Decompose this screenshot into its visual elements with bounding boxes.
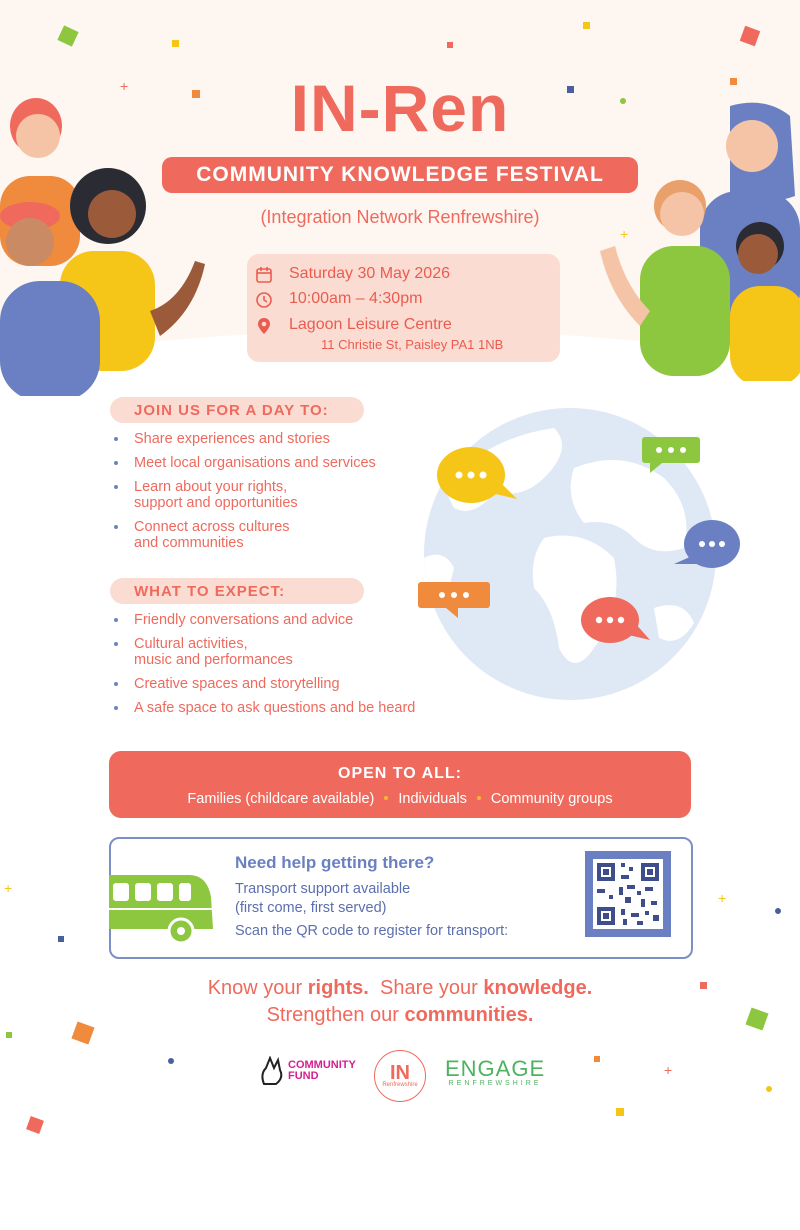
qr-code-pattern [585, 851, 671, 937]
join-heading: JOIN US FOR A DAY TO: [110, 397, 364, 423]
list-item: Friendly conversations and advice [108, 612, 468, 628]
festival-subtitle: COMMUNITY KNOWLEDGE FESTIVAL [162, 157, 638, 193]
event-info-box [247, 254, 560, 362]
expect-list [108, 612, 468, 724]
expect-heading: WHAT TO EXPECT: [110, 578, 364, 604]
calendar-icon [255, 266, 273, 284]
event-venue-row [289, 316, 452, 334]
speech-bubble-icon [672, 518, 742, 572]
audience-item: Community groups [490, 791, 613, 807]
partner-logos [0, 1052, 800, 1102]
list-item: Connect across cultures and communities [108, 519, 438, 551]
list-item: Meet local organisations and services [108, 455, 438, 471]
slogan-line-1: Know your rights. Share your knowledge. [207, 977, 593, 999]
community-fund-logo: COMMUNITY FUND [258, 1056, 356, 1086]
event-date: Saturday 30 May 2026 [289, 265, 450, 282]
event-date-row [289, 265, 450, 283]
transport-heading: Need help getting there? [235, 853, 435, 872]
qr-code[interactable] [585, 851, 671, 937]
organisation-tagline: (Integration Network Renfrewshire) [260, 207, 540, 227]
transport-line-3: Scan the QR code to register for transport: [235, 923, 509, 939]
speech-bubble-icon [437, 447, 522, 507]
audience-item: Individuals [398, 791, 467, 807]
open-to-all-box [109, 751, 691, 818]
bus-icon [109, 867, 217, 947]
list-item: Learn about your rights, support and opportunities [108, 479, 438, 511]
list-item: Creative spaces and storytelling [108, 676, 468, 692]
event-address: 11 Christie St, Paisley PA1 1NB [321, 337, 504, 352]
transport-box [109, 837, 693, 959]
crossed-fingers-icon [258, 1056, 286, 1086]
list-item: Cultural activities, music and performances [108, 636, 468, 668]
join-list [108, 431, 438, 559]
list-item: Share experiences and stories [108, 431, 438, 447]
speech-bubble-icon [580, 596, 652, 648]
audience-item: Families (childcare available) [187, 791, 375, 807]
open-items [109, 791, 691, 807]
speech-bubble-icon [418, 582, 492, 618]
transport-line-2: (first come, first served) [235, 900, 387, 916]
slogan-line-2: Strengthen our communities. [266, 1004, 534, 1026]
list-item: A safe space to ask questions and be heard [108, 700, 468, 716]
transport-line-1: Transport support available [235, 881, 411, 897]
location-pin-icon [255, 317, 273, 335]
inren-logo: IN Renfrewshire [374, 1050, 426, 1102]
open-heading: OPEN TO ALL: [338, 765, 462, 782]
clock-icon [255, 291, 273, 309]
event-time-row [289, 290, 422, 308]
speech-bubble-icon [642, 437, 702, 475]
event-title: IN-Ren [290, 71, 510, 145]
engage-logo: ENGAGE RENFREWSHIRE [445, 1056, 546, 1087]
event-venue: Lagoon Leisure Centre [289, 316, 452, 333]
event-time: 10:00am – 4:30pm [289, 290, 423, 307]
